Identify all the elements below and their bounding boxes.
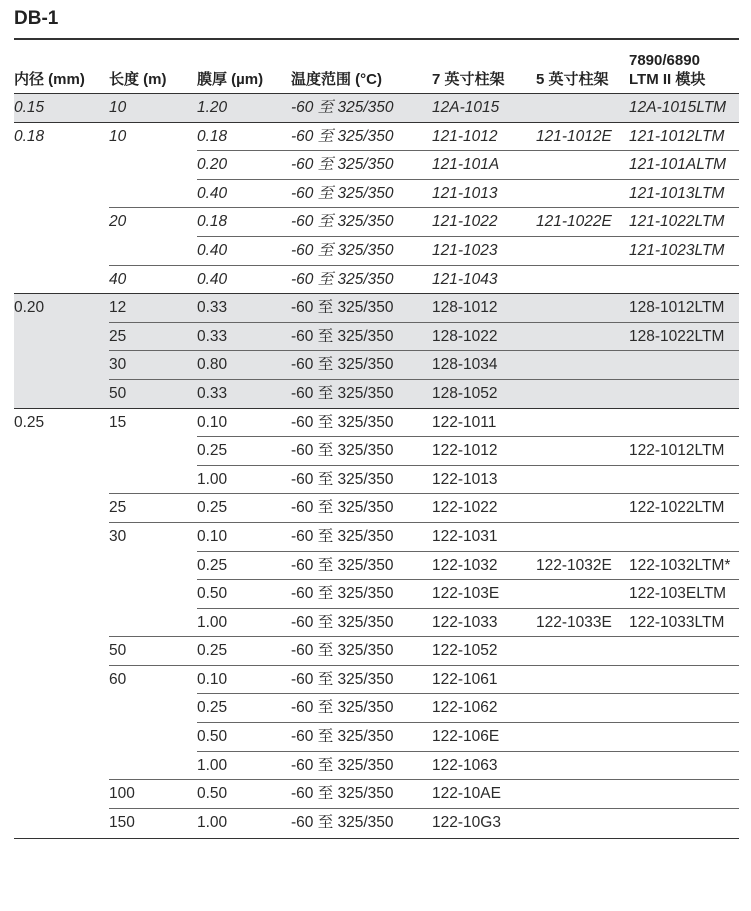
cell-temperature-range: -60 至 325/350: [291, 384, 394, 402]
cell-temperature-range: -60 至 325/350: [291, 728, 394, 746]
cell-ltm-module: 128-1022LTM: [629, 327, 725, 345]
cell-length: 20: [109, 213, 127, 231]
cell-7in-rack: 122-1011: [432, 413, 497, 431]
header-inner-diameter: 内径 (mm): [14, 71, 85, 88]
cell-inner-diameter: 0.25: [14, 413, 45, 431]
cell-7in-rack: 121-1013: [432, 184, 498, 202]
cell-film-thickness: 0.25: [197, 499, 228, 517]
cell-7in-rack: 122-1033: [432, 613, 498, 631]
table-row: [14, 552, 739, 581]
cell-ltm-module: 121-1012LTM: [629, 127, 725, 145]
cell-length: 15: [109, 413, 127, 431]
cell-film-thickness: 1.00: [197, 613, 228, 631]
cell-length: 30: [109, 356, 127, 374]
header-ltm-line1: 7890/6890: [629, 52, 700, 69]
table-row: [14, 723, 739, 752]
cell-film-thickness: 0.50: [197, 728, 228, 746]
cell-temperature-range: -60 至 325/350: [291, 642, 394, 660]
cell-film-thickness: 1.00: [197, 470, 228, 488]
table-row: [14, 237, 739, 266]
cell-film-thickness: 1.20: [197, 99, 228, 116]
table-row: [14, 380, 739, 409]
cell-temperature-range: -60 至 325/350: [291, 470, 394, 488]
cell-length: 150: [109, 813, 135, 831]
cell-ltm-module: 121-101ALTM: [629, 156, 727, 174]
cell-7in-rack: 12A-1015: [432, 99, 500, 116]
table-row: [14, 323, 739, 352]
cell-ltm-module: 122-1012LTM: [629, 442, 725, 460]
header-film-thickness: 膜厚 (µm): [197, 71, 264, 88]
table-header: [14, 43, 739, 93]
cell-temperature-range: -60 至 325/350: [291, 813, 394, 831]
cell-temperature-range: -60 至 325/350: [291, 756, 394, 774]
cell-ltm-module: 121-1022LTM: [629, 213, 725, 231]
table-row: [14, 208, 739, 237]
cell-7in-rack: 128-1052: [432, 384, 498, 402]
cell-temperature-range: -60 至 325/350: [291, 585, 394, 603]
table-row: [14, 123, 739, 152]
cell-film-thickness: 0.40: [197, 184, 228, 202]
bottom-rule: [14, 838, 739, 839]
cell-7in-rack: 122-1013: [432, 470, 498, 488]
cell-film-thickness: 0.33: [197, 384, 228, 402]
cell-ltm-module: 122-1022LTM: [629, 499, 725, 517]
cell-length: 50: [109, 384, 127, 402]
cell-film-thickness: 0.10: [197, 527, 228, 545]
header-temperature-range: 温度范围 (°C): [291, 71, 382, 88]
cell-length: 10: [109, 127, 127, 145]
cell-7in-rack: 122-1062: [432, 699, 498, 717]
cell-7in-rack: 122-1052: [432, 642, 498, 660]
cell-temperature-range: -60 至 325/350: [291, 442, 394, 460]
header-ltm-line2: LTM II 模块: [629, 71, 706, 88]
cell-film-thickness: 0.80: [197, 356, 228, 374]
cell-length: 10: [109, 99, 127, 116]
cell-ltm-module: 122-1032LTM*: [629, 556, 731, 574]
cell-temperature-range: -60 至 325/350: [291, 99, 394, 116]
table-row: [14, 180, 739, 209]
cell-7in-rack: 122-1012: [432, 442, 498, 460]
cell-temperature-range: -60 至 325/350: [291, 785, 394, 803]
cell-temperature-range: -60 至 325/350: [291, 127, 394, 145]
table-row: [14, 351, 739, 380]
cell-temperature-range: -60 至 325/350: [291, 356, 394, 374]
cell-temperature-range: -60 至 325/350: [291, 241, 394, 259]
cell-film-thickness: 0.25: [197, 699, 228, 717]
cell-7in-rack: 128-1022: [432, 327, 498, 345]
cell-7in-rack: 122-1031: [432, 527, 498, 545]
page-title: DB-1: [14, 8, 59, 29]
cell-film-thickness: 0.50: [197, 785, 228, 803]
cell-temperature-range: -60 至 325/350: [291, 327, 394, 345]
cell-7in-rack: 122-10G3: [432, 813, 501, 831]
table-row: [14, 780, 739, 809]
cell-7in-rack: 121-1023: [432, 241, 498, 259]
cell-length: 50: [109, 642, 127, 660]
cell-7in-rack: 122-10AE: [432, 785, 501, 803]
cell-film-thickness: 0.50: [197, 585, 228, 603]
cell-film-thickness: 0.40: [197, 270, 228, 288]
cell-film-thickness: 0.25: [197, 442, 228, 460]
table-row: [14, 580, 739, 609]
title-rule: [14, 38, 739, 40]
cell-temperature-range: -60 至 325/350: [291, 499, 394, 517]
cell-length: 100: [109, 785, 135, 803]
table-row: [14, 94, 739, 123]
table-row: [14, 523, 739, 552]
cell-length: 25: [109, 327, 127, 345]
cell-5in-rack: 121-1022E: [536, 213, 612, 231]
table-body: [14, 94, 739, 837]
header-length: 长度 (m): [109, 71, 167, 88]
cell-ltm-module: 122-103ELTM: [629, 585, 727, 603]
header-ltm-module: [629, 51, 705, 89]
cell-film-thickness: 0.10: [197, 670, 228, 688]
table-row: [14, 809, 739, 838]
cell-ltm-module: 128-1012LTM: [629, 299, 725, 317]
cell-temperature-range: -60 至 325/350: [291, 213, 394, 231]
table-row: [14, 294, 739, 323]
cell-7in-rack: 122-103E: [432, 585, 500, 603]
table-row: [14, 409, 739, 438]
cell-film-thickness: 0.40: [197, 241, 228, 259]
cell-7in-rack: 122-1063: [432, 756, 498, 774]
cell-7in-rack: 121-1043: [432, 270, 498, 288]
cell-5in-rack: 122-1032E: [536, 556, 612, 574]
cell-ltm-module: 12A-1015LTM: [629, 99, 727, 116]
cell-length: 60: [109, 670, 127, 688]
cell-length: 40: [109, 270, 127, 288]
cell-film-thickness: 0.10: [197, 413, 228, 431]
cell-7in-rack: 128-1034: [432, 356, 498, 374]
cell-7in-rack: 121-1022: [432, 213, 498, 231]
table-row: [14, 637, 739, 666]
cell-inner-diameter: 0.20: [14, 299, 45, 317]
cell-7in-rack: 122-1061: [432, 670, 498, 688]
cell-film-thickness: 1.00: [197, 813, 228, 831]
header-5in-rack: 5 英寸柱架: [536, 71, 609, 88]
cell-film-thickness: 0.33: [197, 299, 228, 317]
table-row: [14, 752, 739, 781]
cell-temperature-range: -60 至 325/350: [291, 556, 394, 574]
table-row: [14, 151, 739, 180]
cell-length: 25: [109, 499, 127, 517]
cell-temperature-range: -60 至 325/350: [291, 299, 394, 317]
cell-film-thickness: 0.25: [197, 642, 228, 660]
cell-inner-diameter: 0.15: [14, 99, 45, 116]
table-row: [14, 494, 739, 523]
cell-film-thickness: 0.18: [197, 213, 228, 231]
cell-7in-rack: 122-1032: [432, 556, 498, 574]
cell-film-thickness: 0.33: [197, 327, 228, 345]
cell-length: 12: [109, 299, 127, 317]
cell-temperature-range: -60 至 325/350: [291, 527, 394, 545]
cell-temperature-range: -60 至 325/350: [291, 613, 394, 631]
cell-5in-rack: 122-1033E: [536, 613, 612, 631]
table-row: [14, 609, 739, 638]
cell-length: 30: [109, 527, 127, 545]
cell-temperature-range: -60 至 325/350: [291, 270, 394, 288]
header-7in-rack: 7 英寸柱架: [432, 71, 505, 88]
cell-film-thickness: 0.20: [197, 156, 228, 174]
table-row: [14, 437, 739, 466]
cell-temperature-range: -60 至 325/350: [291, 670, 394, 688]
cell-film-thickness: 0.25: [197, 556, 228, 574]
table-row: [14, 666, 739, 695]
cell-7in-rack: 121-1012: [432, 127, 498, 145]
table-row: [14, 694, 739, 723]
cell-temperature-range: -60 至 325/350: [291, 156, 394, 174]
cell-7in-rack: 128-1012: [432, 299, 498, 317]
cell-film-thickness: 0.18: [197, 127, 228, 145]
cell-7in-rack: 122-1022: [432, 499, 498, 517]
cell-7in-rack: 122-106E: [432, 728, 500, 746]
cell-temperature-range: -60 至 325/350: [291, 413, 394, 431]
cell-temperature-range: -60 至 325/350: [291, 184, 394, 202]
cell-7in-rack: 121-101A: [432, 156, 500, 174]
cell-5in-rack: 121-1012E: [536, 127, 612, 145]
cell-film-thickness: 1.00: [197, 756, 228, 774]
cell-temperature-range: -60 至 325/350: [291, 699, 394, 717]
cell-ltm-module: 121-1013LTM: [629, 184, 725, 202]
cell-ltm-module: 122-1033LTM: [629, 613, 725, 631]
table-row: [14, 266, 739, 295]
cell-inner-diameter: 0.18: [14, 127, 45, 145]
table-row: [14, 466, 739, 495]
cell-ltm-module: 121-1023LTM: [629, 241, 725, 259]
